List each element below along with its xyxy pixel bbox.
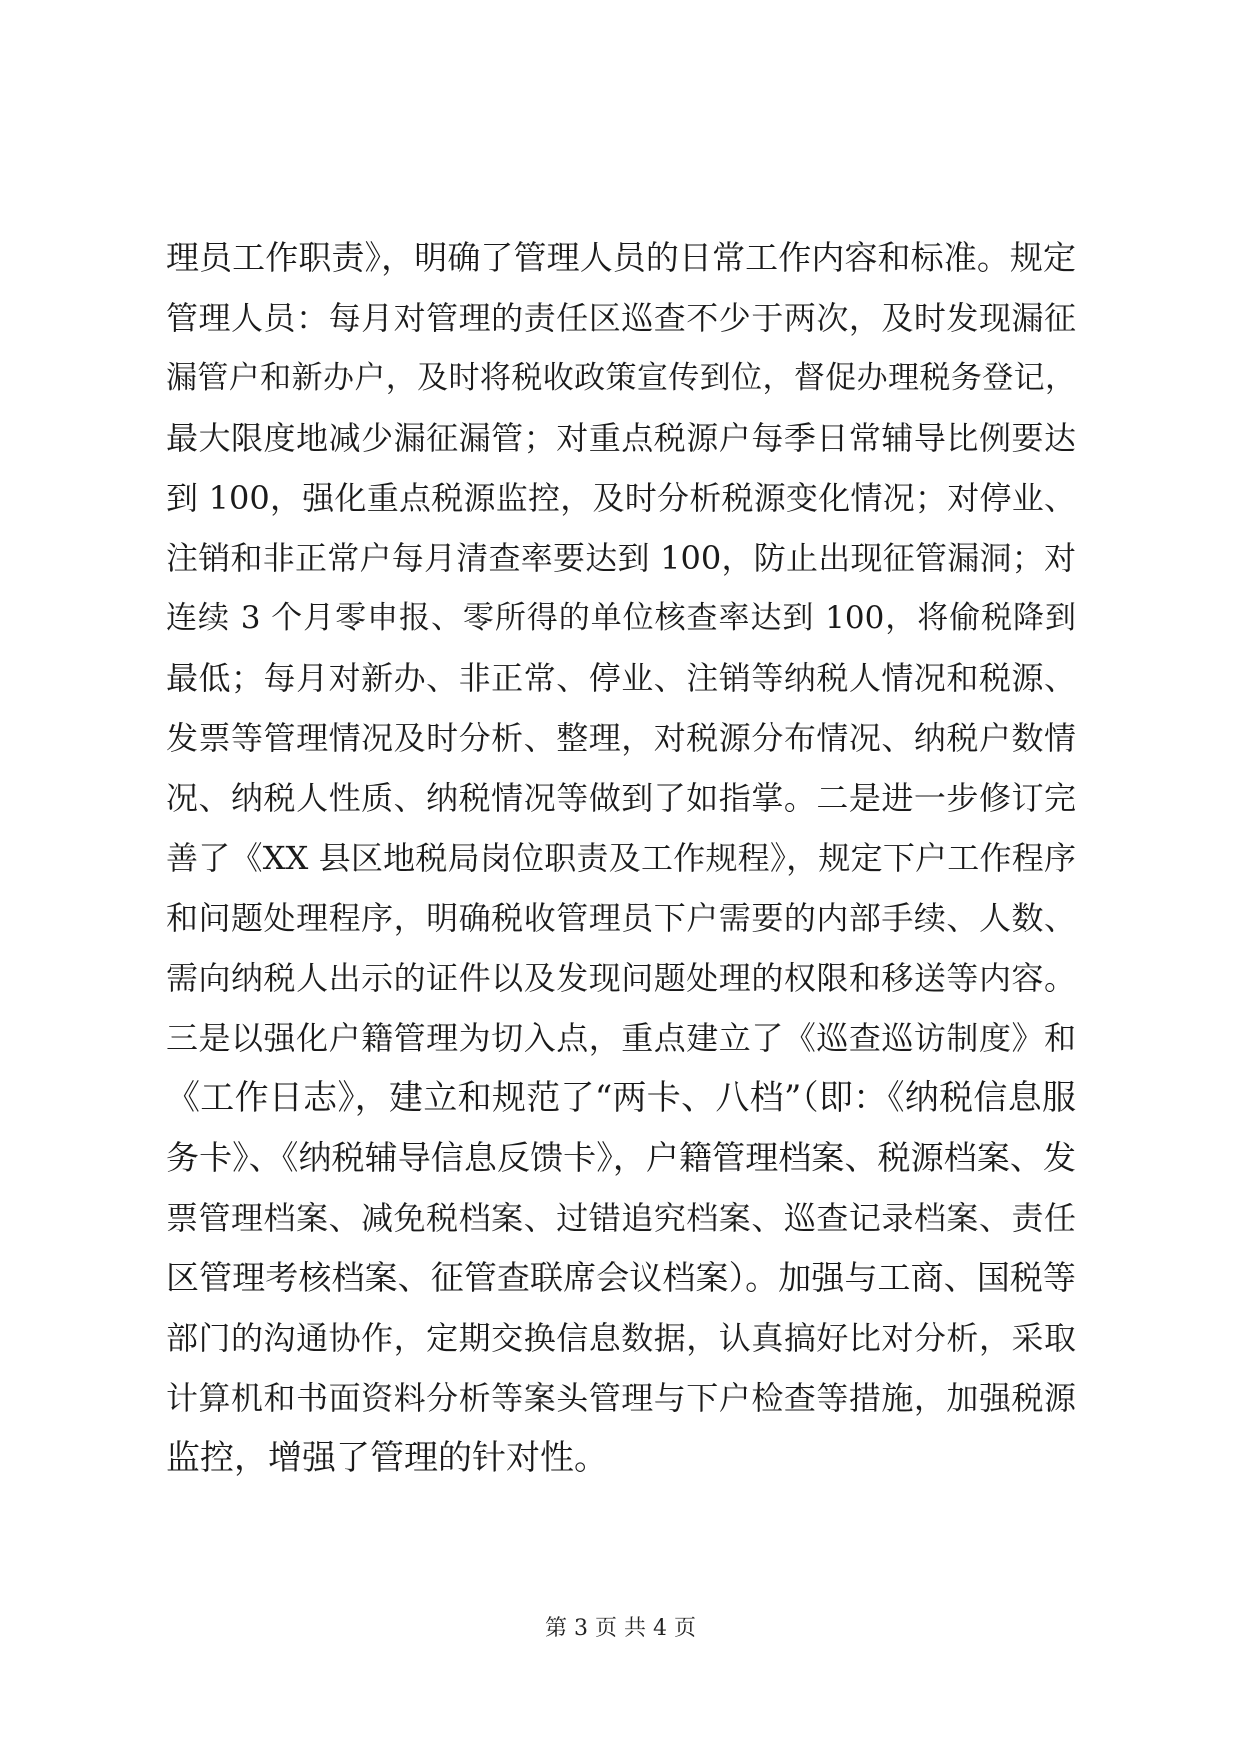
text-line-9: 发票等管理情况及时分析、整理，对税源分布情况、纳税户数情: [166, 719, 1076, 757]
text-line-17: 票管理档案、减免税档案、过错追究档案、巡查记录档案、责任: [166, 1199, 1076, 1237]
page-number: 第 3 页 共 4 页: [545, 1616, 696, 1641]
text-line-7: 连续 3 个月零申报、零所得的单位核查率达到 100，将偷税降到: [166, 600, 1076, 636]
text-line-15: 《工作日志》，建立和规范了“两卡、八档”（即：《纳税信息服: [166, 1078, 1076, 1118]
text-line-20: 计算机和书面资料分析等案头管理与下户检查等措施，加强税源: [166, 1379, 1076, 1417]
body-text: [166, 228, 1076, 1488]
text-line-4: 最大限度地减少漏征漏管；对重点税源户每季日常辅导比例要达: [166, 419, 1076, 457]
text-line-2: 管理人员：每月对管理的责任区巡查不少于两次，及时发现漏征: [166, 299, 1076, 337]
text-line-1: 理员工作职责》，明确了管理人员的日常工作内容和标准。规定: [166, 238, 1076, 277]
text-line-3: 漏管户和新办户，及时将税收政策宣传到位，督促办理税务登记，: [166, 360, 1076, 396]
text-line-8: 最低；每月对新办、非正常、停业、注销等纳税人情况和税源、: [166, 659, 1076, 697]
text-line-5: 到 100，强化重点税源监控，及时分析税源变化情况；对停业、: [166, 479, 1076, 517]
text-line-6: 注销和非正常户每月清查率要达到 100，防止出现征管漏洞；对: [166, 539, 1076, 577]
text-line-16: 务卡》、《纳税辅导信息反馈卡》，户籍管理档案、税源档案、发: [166, 1138, 1076, 1177]
text-line-19: 部门的沟通协作，定期交换信息数据，认真搞好比对分析，采取: [166, 1319, 1076, 1357]
text-line-10: 况、纳税人性质、纳税情况等做到了如指掌。二是进一步修订完: [166, 779, 1076, 817]
text-line-11: 善了《XX 县区地税局岗位职责及工作规程》，规定下户工作程序: [166, 839, 1076, 877]
page-footer: [0, 1614, 1241, 1644]
text-line-14: 三是以强化户籍管理为切入点，重点建立了《巡查巡访制度》和: [166, 1019, 1076, 1057]
text-line-18: 区管理考核档案、征管查联席会议档案）。加强与工商、国税等: [166, 1258, 1076, 1297]
text-line-21: 监控，增强了管理的针对性。: [166, 1438, 608, 1478]
text-line-13: 需向纳税人出示的证件以及发现问题处理的权限和移送等内容。: [166, 959, 1076, 997]
text-line-12: 和问题处理程序，明确税收管理员下户需要的内部手续、人数、: [166, 899, 1076, 937]
